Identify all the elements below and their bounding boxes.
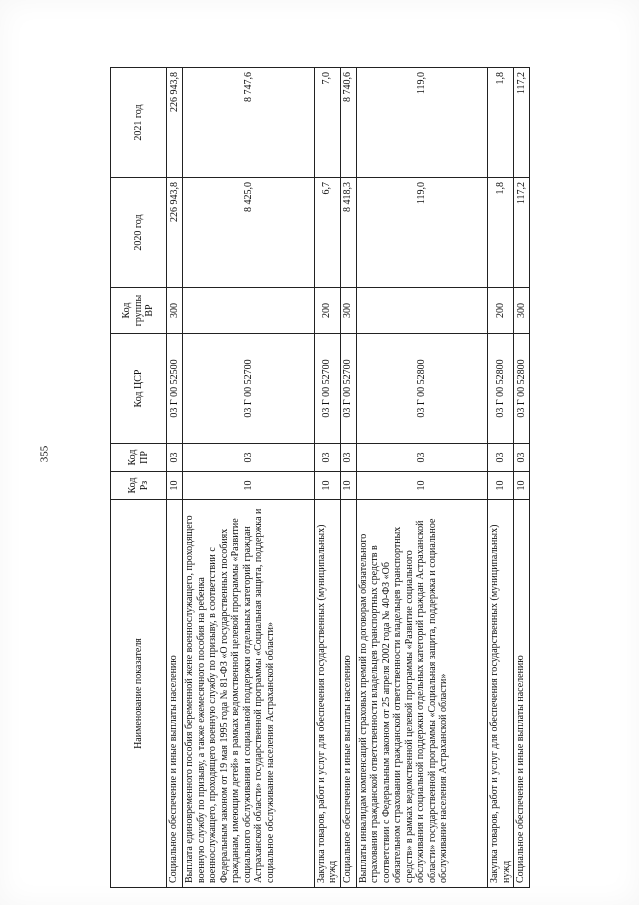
cell-2020: 1,8 [488, 178, 514, 288]
table-row [340, 68, 356, 888]
page-number: 355 [38, 445, 51, 463]
cell-2021: 119,0 [356, 68, 488, 178]
cell-rz: 10 [167, 472, 183, 500]
header-csr: Код ЦСР [111, 334, 167, 444]
cell-vr: 200 [488, 288, 514, 334]
cell-rz: 10 [488, 472, 514, 500]
cell-name: Социальное обеспечение и иные выплаты населению [514, 500, 530, 888]
cell-csr: 03 Г 00 52800 [356, 334, 488, 444]
cell-vr: 300 [340, 288, 356, 334]
cell-csr: 03 Г 00 52700 [340, 334, 356, 444]
cell-csr: 03 Г 00 52800 [488, 334, 514, 444]
cell-name: Выплаты инвалидам компенсаций страховых премий по договорам обязательного страхования гражданской ответственности владельцев транспортных средств в соответствии с Федеральным законом от 25 апреля 2002 года № 40-ФЗ «Об обязательном страховании гражданской ответственности владельцев транспортных средств» в рамках ведомственной целевой программы «Развитие социального обслуживания и социальной поддержки отдельных категорий граждан Астраханской области» государственной программы «Социальная защита, поддержка и социальное обслуживание населения Астраханской области» [356, 500, 488, 888]
cell-csr: 03 Г 00 52700 [314, 334, 340, 444]
cell-rz: 10 [356, 472, 488, 500]
cell-vr [356, 288, 488, 334]
table-row [356, 68, 488, 888]
cell-vr: 300 [514, 288, 530, 334]
cell-2021: 117,2 [514, 68, 530, 178]
cell-rz: 10 [514, 472, 530, 500]
cell-2021: 8 740,6 [340, 68, 356, 178]
cell-rz: 10 [314, 472, 340, 500]
rotated-page [110, 68, 530, 888]
cell-csr: 03 Г 00 52700 [183, 334, 315, 444]
table-row [488, 68, 514, 888]
cell-vr: 200 [314, 288, 340, 334]
cell-2020: 8 425,0 [183, 178, 315, 288]
cell-pr: 03 [340, 444, 356, 472]
table-row [167, 68, 183, 888]
cell-name: Выплата единовременного пособия беременной жене военнослужащего, проходящего военную службу по призыву, а также ежемесячного пособия на ребенка военнослужащего, проходящего военную службу по призыву, в соответствии с Федеральным законом от 19 мая 1995 года № 81-ФЗ «О государственных пособиях гражданам, имеющим детей» в рамках ведомственной целевой программы «Развитие социального обслуживания и социальной поддержки отдельных категорий граждан Астраханской области» государственной программы «Социальная защита, поддержка и социальное обслуживание населения Астраханской области» [183, 500, 315, 888]
header-2021: 2021 год [111, 68, 167, 178]
cell-2020: 117,2 [514, 178, 530, 288]
cell-2021: 1,8 [488, 68, 514, 178]
table-row [183, 68, 315, 888]
cell-pr: 03 [514, 444, 530, 472]
cell-2021: 7,0 [314, 68, 340, 178]
cell-pr: 03 [167, 444, 183, 472]
cell-pr: 03 [183, 444, 315, 472]
cell-vr [183, 288, 315, 334]
cell-2021: 8 747,6 [183, 68, 315, 178]
cell-csr: 03 Г 00 52500 [167, 334, 183, 444]
cell-name: Закупка товаров, работ и услуг для обеспечения государственных (муниципальных) нужд [488, 500, 514, 888]
cell-2020: 6,7 [314, 178, 340, 288]
table-header-row [111, 68, 167, 888]
cell-vr: 300 [167, 288, 183, 334]
cell-2021: 226 943,8 [167, 68, 183, 178]
cell-rz: 10 [340, 472, 356, 500]
cell-pr: 03 [356, 444, 488, 472]
header-pr: Код ПР [111, 444, 167, 472]
cell-rz: 10 [183, 472, 315, 500]
header-2020: 2020 год [111, 178, 167, 288]
cell-pr: 03 [314, 444, 340, 472]
header-vr: Код группы ВР [111, 288, 167, 334]
header-name: Наименование показателя [111, 500, 167, 888]
header-rz: Код Рз [111, 472, 167, 500]
cell-2020: 8 418,3 [340, 178, 356, 288]
cell-pr: 03 [488, 444, 514, 472]
cell-csr: 03 Г 00 52800 [514, 334, 530, 444]
table-row [514, 68, 530, 888]
cell-name: Социальное обеспечение и иные выплаты населению [167, 500, 183, 888]
table-row [314, 68, 340, 888]
cell-2020: 119,0 [356, 178, 488, 288]
cell-name: Социальное обеспечение и иные выплаты населению [340, 500, 356, 888]
cell-2020: 226 943,8 [167, 178, 183, 288]
budget-table [110, 67, 530, 888]
cell-name: Закупка товаров, работ и услуг для обеспечения государственных (муниципальных) нужд [314, 500, 340, 888]
